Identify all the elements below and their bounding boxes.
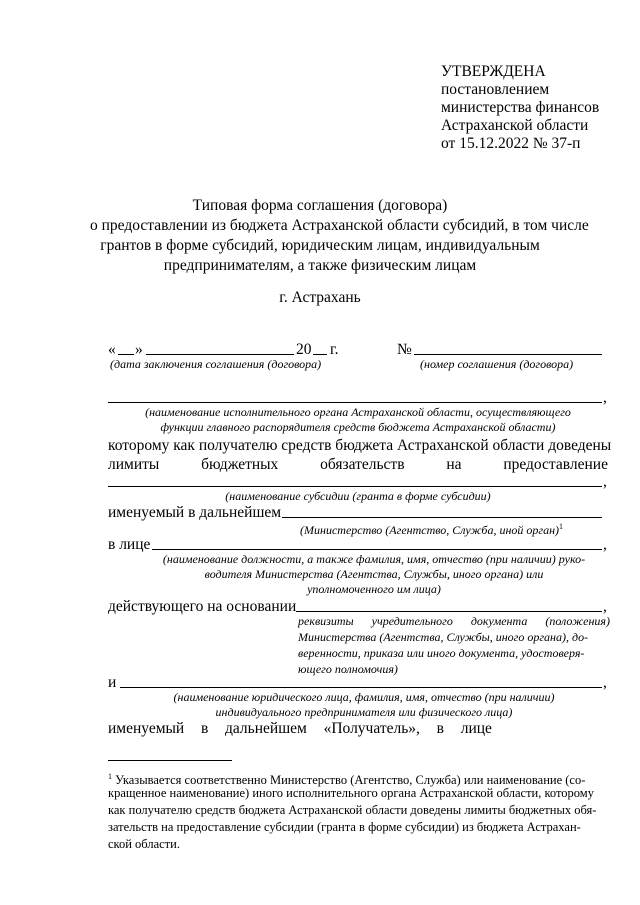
approval-line: Астраханской области [441, 117, 589, 134]
footnote-line: $^1$ Указывается соответственно Министерство (Агентство, Служба) или наименование (со- [108, 772, 586, 788]
title-line: Типовая форма соглашения (договора) [192, 197, 448, 214]
title-line: предпринимателям, а также физическим лицам [163, 257, 477, 274]
footnote-ref: 1 [559, 522, 564, 531]
person-caption: уполномоченного им лица) [307, 582, 441, 596]
basis-caption: ющего полномочия) [298, 662, 398, 676]
footnote-marker: 1 [108, 772, 112, 781]
basis-caption: веренности, приказа или иного документа, удостоверя- [298, 646, 585, 660]
number-sign: № [397, 341, 412, 358]
organ-caption: функции главного распорядителя средств бюджета Астраханской области) [160, 420, 556, 434]
title-line: о предоставлении из бюджета Астраханской области субсидий, в том числе [90, 217, 589, 234]
word: в [436, 720, 444, 737]
year-suffix: г. [330, 341, 339, 358]
day-field[interactable] [118, 354, 134, 355]
word: лимиты [108, 456, 160, 473]
date-caption: (дата заключения соглашения (договора) [110, 357, 322, 371]
word: именуемый [108, 720, 185, 737]
year-prefix: 20 [296, 341, 312, 358]
approval-line: постановлением [441, 81, 550, 98]
footnote-separator [108, 760, 232, 761]
comma: , [603, 473, 607, 490]
word: в [200, 720, 209, 737]
word: обязательств [320, 456, 405, 473]
organ-type-caption: (Министерство (Агентство, Служба, иной орган)$^1$ [300, 522, 564, 537]
number-caption: (номер соглашения (договора) [420, 357, 574, 371]
word: (положения) [545, 614, 610, 628]
comma: , [603, 536, 607, 553]
footnote-line: ской области. [108, 837, 180, 851]
word: бюджетных [201, 456, 279, 473]
month-field[interactable] [146, 354, 294, 355]
word: предоставление [503, 456, 608, 473]
comma: , [603, 598, 607, 615]
comma: , [603, 674, 607, 691]
counterparty-caption: (наименование юридического лица, фамилия, имя, отчество (при наличии) [173, 690, 555, 704]
person-caption: (наименование должности, а также фамилия, имя, отчество (при наличии) руко- [162, 552, 586, 566]
subsidy-caption: (наименование субсидии (гранта в форме субсидии) [225, 489, 491, 503]
approval-line: министерства финансов [441, 99, 600, 116]
city: г. Астрахань [279, 289, 361, 306]
recipient-named-line [108, 719, 492, 738]
approval-heading: УТВЕРЖДЕНА [441, 63, 546, 80]
recipient-text-justified [108, 455, 608, 474]
approval-date: от 15.12.2022 № 37-п [441, 135, 581, 152]
named-label: именуемый в дальнейшем [108, 504, 282, 521]
footnote-line: кращенное наименование) иного исполнительного органа Астраханской области, которому [108, 786, 594, 800]
person-field[interactable] [152, 549, 602, 550]
counterparty-caption: индивидуального предпринимателя или физического лица) [215, 705, 513, 719]
basis-caption [298, 614, 610, 629]
person-label: в лице [108, 536, 151, 553]
comma: , [603, 389, 607, 406]
organ-type-field[interactable] [282, 517, 602, 518]
quote-open: « [108, 341, 116, 358]
year-field[interactable] [313, 354, 327, 355]
and-label: и [108, 674, 117, 691]
word: лице [460, 720, 492, 737]
quote-close: » [135, 341, 143, 358]
word: учредительного [371, 614, 453, 628]
word: «Получатель», [323, 720, 420, 737]
person-caption: водителя Министерства (Агентства, Службы, иного органа) или [204, 567, 544, 581]
basis-field[interactable] [296, 611, 602, 612]
word: дальнейшем [225, 720, 307, 737]
word: реквизиты [298, 614, 354, 628]
basis-caption: Министерства (Агентства, Службы, иного органа), до- [298, 630, 589, 644]
word: документа [470, 614, 528, 628]
footnote-line: как получателю средств бюджета Астраханской области доведены лимиты бюджетных обя- [108, 803, 597, 817]
organ-name-field[interactable] [108, 402, 602, 403]
word: на [446, 456, 462, 473]
counterparty-field[interactable] [120, 687, 602, 688]
basis-label: действующего на основании [108, 598, 297, 615]
subsidy-name-field[interactable] [108, 486, 602, 487]
organ-caption: (наименование исполнительного органа Астраханской области, осуществляющего [145, 405, 571, 419]
footnote-line: зательств на предоставление субсидии (гранта в форме субсидии) из бюджета Астрахан- [108, 820, 581, 834]
recipient-text: которому как получателю средств бюджета Астраханской области доведены [108, 437, 612, 454]
agreement-number-field[interactable] [414, 354, 602, 355]
title-line: грантов в форме субсидий, юридическим лицам, индивидуальным [100, 237, 540, 254]
